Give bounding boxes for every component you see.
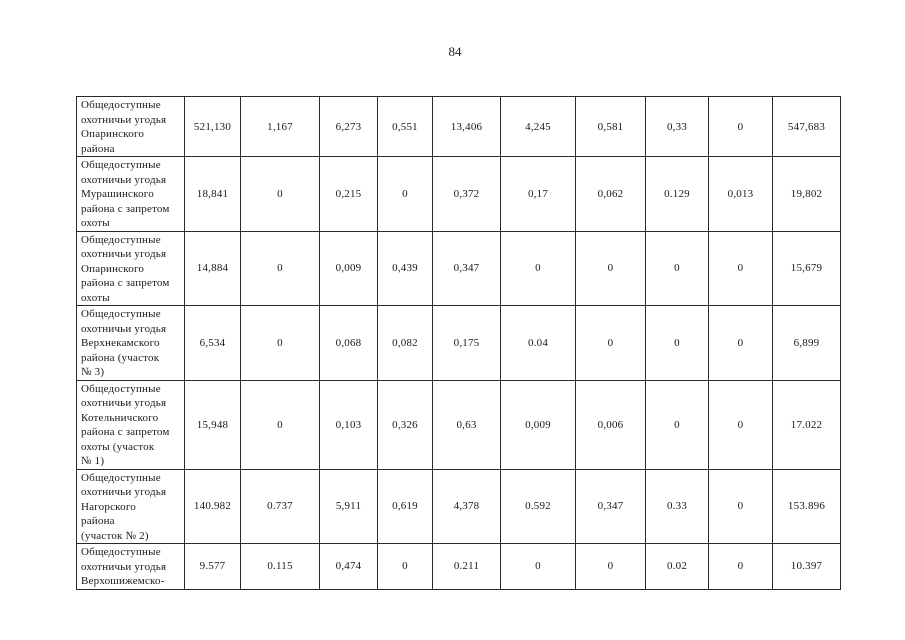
value-cell: 0,013 — [709, 157, 773, 232]
value-cell: 0.211 — [433, 544, 501, 590]
hunting-ground-name-cell: Общедоступные охотничьи угодья Мурашинского района с запретом охоты — [77, 157, 185, 232]
value-cell: 0 — [576, 231, 646, 306]
value-cell: 0 — [646, 231, 709, 306]
value-cell: 0 — [646, 380, 709, 469]
hunting-ground-name-cell: Общедоступные охотничьи угодья Нагорского района (участок № 2) — [77, 469, 185, 544]
value-cell: 0,326 — [378, 380, 433, 469]
value-cell: 0,619 — [378, 469, 433, 544]
value-cell: 0.129 — [646, 157, 709, 232]
value-cell: 0,33 — [646, 97, 709, 157]
value-cell: 18,841 — [185, 157, 241, 232]
value-cell: 0,103 — [320, 380, 378, 469]
value-cell: 0,439 — [378, 231, 433, 306]
value-cell: 4,378 — [433, 469, 501, 544]
value-cell: 10.397 — [773, 544, 841, 590]
value-cell: 17.022 — [773, 380, 841, 469]
value-cell: 0 — [709, 380, 773, 469]
table-row — [77, 469, 841, 544]
table-row — [77, 231, 841, 306]
value-cell: 0 — [709, 231, 773, 306]
value-cell: 15,679 — [773, 231, 841, 306]
value-cell: 0.33 — [646, 469, 709, 544]
value-cell: 0 — [501, 231, 576, 306]
value-cell: 4,245 — [501, 97, 576, 157]
value-cell: 0 — [501, 544, 576, 590]
value-cell: 0 — [576, 544, 646, 590]
value-cell: 0 — [241, 306, 320, 381]
value-cell: 9.577 — [185, 544, 241, 590]
value-cell: 547,683 — [773, 97, 841, 157]
value-cell: 0 — [241, 380, 320, 469]
value-cell: 0,006 — [576, 380, 646, 469]
value-cell: 0 — [709, 469, 773, 544]
value-cell: 0 — [646, 306, 709, 381]
table-row — [77, 306, 841, 381]
hunting-ground-name-cell: Общедоступные охотничьи угодья Верхошижемско- — [77, 544, 185, 590]
value-cell: 0 — [241, 231, 320, 306]
value-cell: 0.02 — [646, 544, 709, 590]
table-row — [77, 157, 841, 232]
value-cell: 0,175 — [433, 306, 501, 381]
value-cell: 6,534 — [185, 306, 241, 381]
hunting-grounds-table — [76, 96, 841, 590]
value-cell: 0.737 — [241, 469, 320, 544]
value-cell: 0,009 — [501, 380, 576, 469]
value-cell: 0 — [378, 544, 433, 590]
value-cell: 0,062 — [576, 157, 646, 232]
value-cell: 0,372 — [433, 157, 501, 232]
value-cell: 153.896 — [773, 469, 841, 544]
value-cell: 15,948 — [185, 380, 241, 469]
value-cell: 0.115 — [241, 544, 320, 590]
table-body — [77, 97, 841, 590]
value-cell: 6,273 — [320, 97, 378, 157]
value-cell: 0,581 — [576, 97, 646, 157]
value-cell: 13,406 — [433, 97, 501, 157]
value-cell: 0 — [709, 97, 773, 157]
hunting-ground-name-cell: Общедоступные охотничьи угодья Верхнекамского района (участок № 3) — [77, 306, 185, 381]
value-cell: 0 — [709, 544, 773, 590]
value-cell: 0,474 — [320, 544, 378, 590]
table-row — [77, 380, 841, 469]
value-cell: 0.04 — [501, 306, 576, 381]
value-cell: 0,215 — [320, 157, 378, 232]
value-cell: 521,130 — [185, 97, 241, 157]
value-cell: 0,347 — [576, 469, 646, 544]
hunting-ground-name-cell: Общедоступные охотничьи угодья Опаринского района — [77, 97, 185, 157]
value-cell: 5,911 — [320, 469, 378, 544]
value-cell: 140.982 — [185, 469, 241, 544]
value-cell: 0.592 — [501, 469, 576, 544]
value-cell: 14,884 — [185, 231, 241, 306]
value-cell: 19,802 — [773, 157, 841, 232]
value-cell: 0,347 — [433, 231, 501, 306]
value-cell: 0 — [709, 306, 773, 381]
value-cell: 0,551 — [378, 97, 433, 157]
table-row — [77, 97, 841, 157]
value-cell: 0,068 — [320, 306, 378, 381]
table-row — [77, 544, 841, 590]
value-cell: 0 — [241, 157, 320, 232]
value-cell: 0,009 — [320, 231, 378, 306]
hunting-ground-name-cell: Общедоступные охотничьи угодья Опаринского района с запретом охоты — [77, 231, 185, 306]
value-cell: 0,17 — [501, 157, 576, 232]
hunting-ground-name-cell: Общедоступные охотничьи угодья Котельничского района с запретом охоты (участок № 1) — [77, 380, 185, 469]
value-cell: 0,082 — [378, 306, 433, 381]
value-cell: 0 — [378, 157, 433, 232]
value-cell: 1,167 — [241, 97, 320, 157]
page-number: 84 — [448, 44, 462, 59]
value-cell: 6,899 — [773, 306, 841, 381]
value-cell: 0,63 — [433, 380, 501, 469]
value-cell: 0 — [576, 306, 646, 381]
